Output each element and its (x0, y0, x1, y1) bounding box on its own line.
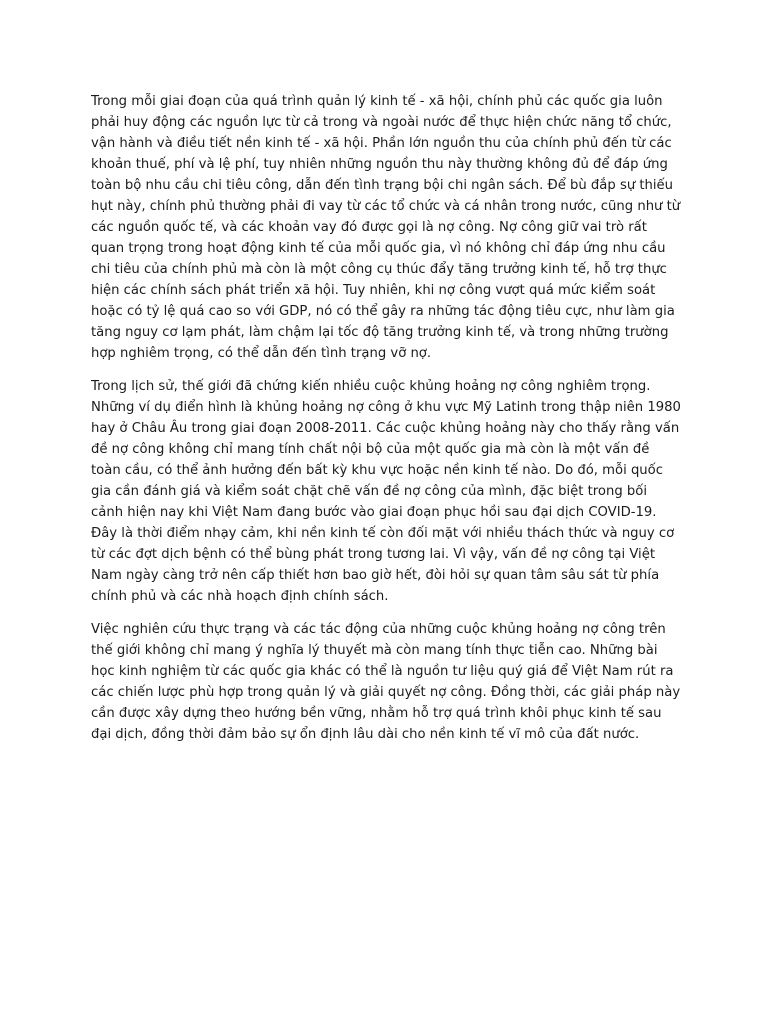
paragraph-1: Trong mỗi giai đoạn của quá trình quản lý kinh tế - xã hội, chính phủ các quốc gia luôn phải huy động các nguồn lực từ cả trong và ngoài nước để thực hiện chức năng tổ chức, vận hành và điều tiết nền kinh tế - xã hội. Phần lớn nguồn thu của chính phủ đến từ các khoản thuế, phí và lệ phí, tuy nhiên những nguồn thu này thường không đủ để đáp ứng toàn bộ nhu cầu chi tiêu công, dẫn đến tình trạng bội chi ngân sách. Để bù đắp sự thiếu hụt này, chính phủ thường phải đi vay từ các tổ chức và cá nhân trong nước, cũng như từ các nguồn quốc tế, và các khoản vay đó được gọi là nợ công. Nợ công giữ vai trò rất quan trọng trong hoạt động kinh tế của mỗi quốc gia, vì nó không chỉ đáp ứng nhu cầu chi tiêu của chính phủ mà còn là một công cụ thúc đẩy tăng trưởng kinh tế, hỗ trợ thực hiện các chính sách phát triển xã hội. Tuy nhiên, khi nợ công vượt quá mức kiểm soát hoặc có tỷ lệ quá cao so với GDP, nó có thể gây ra những tác động tiêu cực, như làm gia tăng nguy cơ lạm phát, làm chậm lại tốc độ tăng trưởng kinh tế, và trong những trường hợp nghiêm trọng, có thể dẫn đến tình trạng vỡ nợ. (91, 94, 681, 361)
paragraph-2: Trong lịch sử, thế giới đã chứng kiến nhiều cuộc khủng hoảng nợ công nghiêm trọng. Những ví dụ điển hình là khủng hoảng nợ công ở khu vực Mỹ Latinh trong thập niên 1980 hay ở Châu Âu trong giai đoạn 2008-2011. Các cuộc khủng hoảng này cho thấy rằng vấn đề nợ công không chỉ mang tính chất nội bộ của một quốc gia mà còn là một vấn đề toàn cầu, có thể ảnh hưởng đến bất kỳ khu vực hoặc nền kinh tế nào. Do đó, mỗi quốc gia cần đánh giá và kiểm soát chặt chẽ vấn đề nợ công của mình, đặc biệt trong bối cảnh hiện nay khi Việt Nam đang bước vào giai đoạn phục hồi sau đại dịch COVID-19. Đây là thời điểm nhạy cảm, khi nền kinh tế còn đối mặt với nhiều thách thức và nguy cơ từ các đợt dịch bệnh có thể bùng phát trong tương lai. Vì vậy, vấn đề nợ công tại Việt Nam ngày càng trở nên cấp thiết hơn bao giờ hết, đòi hỏi sự quan tâm sâu sát từ phía chính phủ và các nhà hoạch định chính sách. (91, 379, 681, 604)
document-body (91, 91, 681, 745)
paragraph-3: Việc nghiên cứu thực trạng và các tác động của những cuộc khủng hoảng nợ công trên thế giới không chỉ mang ý nghĩa lý thuyết mà còn mang tính thực tiễn cao. Những bài học kinh nghiệm từ các quốc gia khác có thể là nguồn tư liệu quý giá để Việt Nam rút ra các chiến lược phù hợp trong quản lý và giải quyết nợ công. Đồng thời, các giải pháp này cần được xây dựng theo hướng bền vững, nhằm hỗ trợ quá trình khôi phục kinh tế sau đại dịch, đồng thời đảm bảo sự ổn định lâu dài cho nền kinh tế vĩ mô của đất nước. (91, 622, 681, 742)
